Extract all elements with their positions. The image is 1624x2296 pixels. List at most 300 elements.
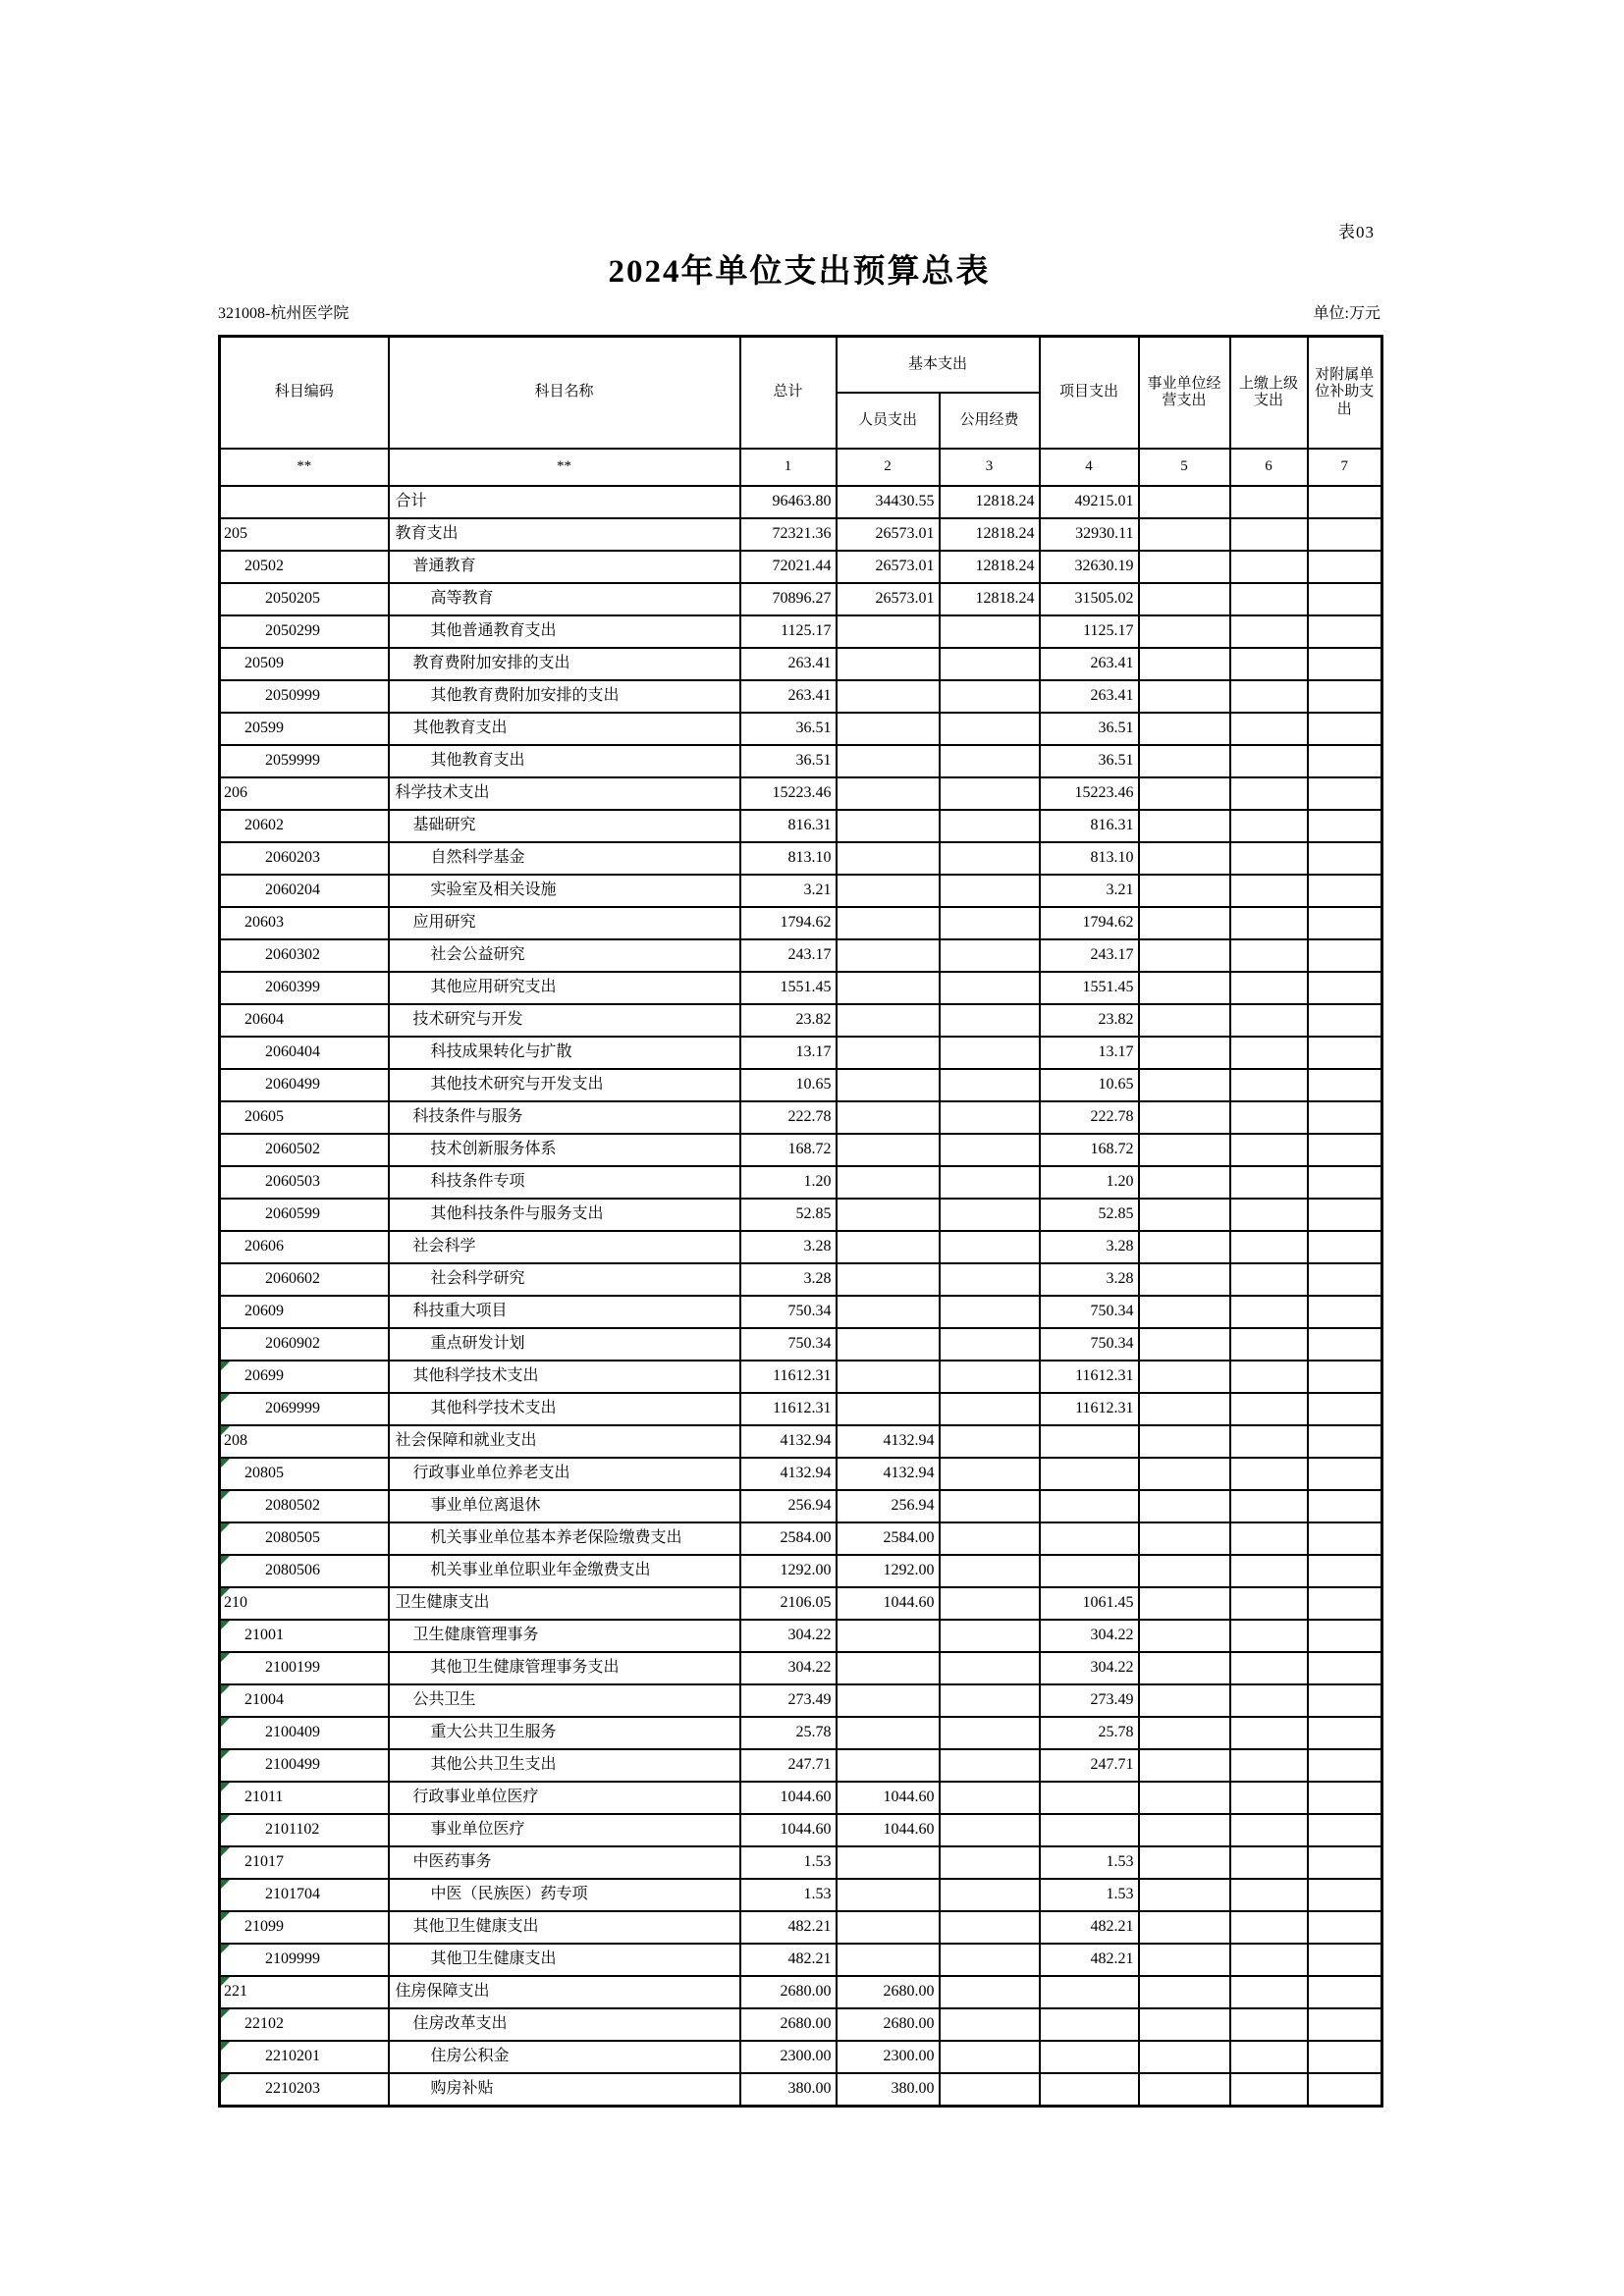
subject-name-cell: 机关事业单位基本养老保险缴费支出 [389,1522,740,1555]
subsidy-expenditure-cell [1308,1814,1382,1846]
table-row [220,1944,1382,1976]
operating-expenditure-cell [1139,875,1230,907]
public-funds-cell [940,1069,1040,1101]
subject-name-cell: 住房保障支出 [389,1976,740,2008]
personnel-expenditure-cell: 1044.60 [837,1587,940,1620]
subsidy-expenditure-cell [1308,907,1382,939]
public-funds-cell [940,1296,1040,1328]
error-flag-triangle-icon [221,1588,230,1597]
operating-expenditure-cell [1139,1101,1230,1134]
error-flag-triangle-icon [221,2009,230,2018]
personnel-expenditure-cell: 26573.01 [837,583,940,615]
subsidy-expenditure-cell [1308,972,1382,1004]
upper-level-expenditure-cell [1230,486,1308,518]
error-flag-triangle-icon [221,1880,230,1889]
error-flag-triangle-icon [221,1912,230,1921]
table-row [220,1328,1382,1361]
subject-code-cell: 221 [220,1976,389,2008]
upper-level-expenditure-cell [1230,2073,1308,2107]
table-row [220,551,1382,583]
subject-name-cell: 行政事业单位养老支出 [389,1458,740,1490]
personnel-expenditure-cell [837,1101,940,1134]
table-row [220,875,1382,907]
subject-code-cell: 2060503 [220,1166,389,1199]
table-row [220,842,1382,875]
project-expenditure-cell: 304.22 [1040,1652,1139,1684]
table-row [220,1846,1382,1879]
index-cell: 3 [940,449,1040,486]
error-flag-triangle-icon [221,1783,230,1791]
personnel-expenditure-cell [837,745,940,777]
total-cell: 36.51 [740,713,837,745]
personnel-expenditure-cell: 1292.00 [837,1555,940,1587]
total-cell: 1794.62 [740,907,837,939]
project-expenditure-cell: 31505.02 [1040,583,1139,615]
project-expenditure-cell: 49215.01 [1040,486,1139,518]
table-row [220,1458,1382,1490]
operating-expenditure-cell [1139,1069,1230,1101]
operating-expenditure-cell [1139,1814,1230,1846]
upper-level-expenditure-cell [1230,680,1308,713]
subject-name-cell: 其他应用研究支出 [389,972,740,1004]
operating-expenditure-cell [1139,1749,1230,1782]
personnel-expenditure-cell: 4132.94 [837,1425,940,1458]
upper-level-expenditure-cell [1230,875,1308,907]
subject-name-cell: 其他教育支出 [389,745,740,777]
public-funds-cell [940,1911,1040,1944]
project-expenditure-cell: 11612.31 [1040,1361,1139,1393]
operating-expenditure-cell [1139,1037,1230,1069]
project-expenditure-cell: 750.34 [1040,1296,1139,1328]
public-funds-cell [940,648,1040,680]
public-funds-cell [940,842,1040,875]
subject-name-cell: 其他科学技术支出 [389,1361,740,1393]
personnel-expenditure-cell [837,680,940,713]
subject-code-cell: 22102 [220,2008,389,2041]
index-cell: 6 [1230,449,1308,486]
subject-code-cell: 20599 [220,713,389,745]
operating-expenditure-cell [1139,486,1230,518]
upper-level-expenditure-cell [1230,1749,1308,1782]
subject-code-cell: 2060203 [220,842,389,875]
subsidy-expenditure-cell [1308,1846,1382,1879]
subsidy-expenditure-cell [1308,1522,1382,1555]
project-expenditure-cell: 3.21 [1040,875,1139,907]
upper-level-expenditure-cell [1230,1166,1308,1199]
upper-level-expenditure-cell [1230,1069,1308,1101]
public-funds-cell: 12818.24 [940,518,1040,551]
operating-expenditure-cell [1139,939,1230,972]
total-cell: 11612.31 [740,1361,837,1393]
table-row [220,583,1382,615]
upper-level-expenditure-cell [1230,2008,1308,2041]
total-cell: 273.49 [740,1684,837,1717]
project-expenditure-cell: 11612.31 [1040,1393,1139,1425]
project-expenditure-cell: 1551.45 [1040,972,1139,1004]
project-expenditure-cell: 52.85 [1040,1199,1139,1231]
header-operating-expenditure: 事业单位经营支出 [1139,337,1230,450]
table-row [220,810,1382,842]
subject-code-cell: 20502 [220,551,389,583]
subsidy-expenditure-cell [1308,2008,1382,2041]
subsidy-expenditure-cell [1308,1134,1382,1166]
subsidy-expenditure-cell [1308,1749,1382,1782]
operating-expenditure-cell [1139,810,1230,842]
subsidy-expenditure-cell [1308,2041,1382,2073]
table-row [220,1684,1382,1717]
subject-name-cell: 卫生健康支出 [389,1587,740,1620]
public-funds-cell [940,939,1040,972]
table-row [220,518,1382,551]
project-expenditure-cell [1040,1458,1139,1490]
index-cell: 5 [1139,449,1230,486]
error-flag-triangle-icon [221,1653,230,1662]
upper-level-expenditure-cell [1230,615,1308,648]
subject-code-cell: 2060902 [220,1328,389,1361]
org-code-label: 321008-杭州医学院 [218,305,350,322]
header-project-expenditure: 项目支出 [1040,337,1139,450]
subject-name-cell: 普通教育 [389,551,740,583]
header-subject-name: 科目名称 [389,337,740,450]
subsidy-expenditure-cell [1308,777,1382,810]
subsidy-expenditure-cell [1308,1296,1382,1328]
operating-expenditure-cell [1139,907,1230,939]
public-funds-cell [940,1749,1040,1782]
upper-level-expenditure-cell [1230,1782,1308,1814]
personnel-expenditure-cell [837,1944,940,1976]
subject-name-cell: 科学技术支出 [389,777,740,810]
personnel-expenditure-cell [837,1004,940,1037]
error-flag-triangle-icon [221,1977,230,1986]
table-row [220,1555,1382,1587]
project-expenditure-cell: 1061.45 [1040,1587,1139,1620]
subsidy-expenditure-cell [1308,1782,1382,1814]
personnel-expenditure-cell: 2680.00 [837,1976,940,2008]
subject-code-cell: 2050299 [220,615,389,648]
error-flag-triangle-icon [221,1459,230,1468]
subject-name-cell: 社会公益研究 [389,939,740,972]
public-funds-cell [940,615,1040,648]
upper-level-expenditure-cell [1230,972,1308,1004]
subsidy-expenditure-cell [1308,1587,1382,1620]
subject-name-cell: 基础研究 [389,810,740,842]
subsidy-expenditure-cell [1308,648,1382,680]
operating-expenditure-cell [1139,1296,1230,1328]
subject-name-cell: 其他技术研究与开发支出 [389,1069,740,1101]
subsidy-expenditure-cell [1308,1328,1382,1361]
table-row [220,777,1382,810]
upper-level-expenditure-cell [1230,1037,1308,1069]
public-funds-cell [940,777,1040,810]
subject-name-cell: 实验室及相关设施 [389,875,740,907]
operating-expenditure-cell [1139,1393,1230,1425]
operating-expenditure-cell [1139,1263,1230,1296]
public-funds-cell [940,680,1040,713]
subject-code-cell: 2060599 [220,1199,389,1231]
operating-expenditure-cell [1139,1490,1230,1522]
total-cell: 2106.05 [740,1587,837,1620]
subject-code-cell: 2101102 [220,1814,389,1846]
personnel-expenditure-cell [837,1166,940,1199]
project-expenditure-cell: 32630.19 [1040,551,1139,583]
subject-name-cell: 科技重大项目 [389,1296,740,1328]
total-cell: 263.41 [740,680,837,713]
upper-level-expenditure-cell [1230,745,1308,777]
subject-code-cell: 205 [220,518,389,551]
subsidy-expenditure-cell [1308,939,1382,972]
subject-name-cell: 技术研究与开发 [389,1004,740,1037]
subject-name-cell: 合计 [389,486,740,518]
table-row [220,713,1382,745]
project-expenditure-cell [1040,2073,1139,2107]
table-row [220,1393,1382,1425]
subsidy-expenditure-cell [1308,713,1382,745]
subject-name-cell: 中医药事务 [389,1846,740,1879]
operating-expenditure-cell [1139,615,1230,648]
total-cell: 256.94 [740,1490,837,1522]
table-row [220,1522,1382,1555]
personnel-expenditure-cell [837,1749,940,1782]
error-flag-triangle-icon [221,2074,230,2083]
total-cell: 23.82 [740,1004,837,1037]
subsidy-expenditure-cell [1308,1717,1382,1749]
error-flag-triangle-icon [221,1718,230,1727]
subject-code-cell: 2050999 [220,680,389,713]
public-funds-cell [940,1490,1040,1522]
operating-expenditure-cell [1139,1944,1230,1976]
project-expenditure-cell: 482.21 [1040,1944,1139,1976]
public-funds-cell [940,713,1040,745]
personnel-expenditure-cell: 34430.55 [837,486,940,518]
total-cell: 3.28 [740,1263,837,1296]
subject-name-cell: 住房改革支出 [389,2008,740,2041]
public-funds-cell [940,1101,1040,1134]
upper-level-expenditure-cell [1230,1717,1308,1749]
total-cell: 380.00 [740,2073,837,2107]
error-flag-triangle-icon [221,1491,230,1500]
table-row [220,1361,1382,1393]
total-cell: 1044.60 [740,1782,837,1814]
total-cell: 70896.27 [740,583,837,615]
table-row [220,1296,1382,1328]
operating-expenditure-cell [1139,1231,1230,1263]
public-funds-cell [940,1587,1040,1620]
public-funds-cell [940,2008,1040,2041]
total-cell: 3.21 [740,875,837,907]
project-expenditure-cell [1040,1490,1139,1522]
subject-code-cell: 2100199 [220,1652,389,1684]
subject-code-cell: 20602 [220,810,389,842]
subject-code-cell: 21099 [220,1911,389,1944]
operating-expenditure-cell [1139,1199,1230,1231]
budget-table [218,335,1383,2108]
subsidy-expenditure-cell [1308,1684,1382,1717]
subject-name-cell: 自然科学基金 [389,842,740,875]
public-funds-cell [940,1037,1040,1069]
subsidy-expenditure-cell [1308,1652,1382,1684]
upper-level-expenditure-cell [1230,1911,1308,1944]
upper-level-expenditure-cell [1230,713,1308,745]
upper-level-expenditure-cell [1230,1652,1308,1684]
index-cell: 2 [837,449,940,486]
subject-code-cell: 210 [220,1587,389,1620]
public-funds-cell [940,1846,1040,1879]
subsidy-expenditure-cell [1308,1879,1382,1911]
subsidy-expenditure-cell [1308,551,1382,583]
upper-level-expenditure-cell [1230,1361,1308,1393]
upper-level-expenditure-cell [1230,518,1308,551]
error-flag-triangle-icon [221,1426,230,1435]
personnel-expenditure-cell [837,1911,940,1944]
table-row [220,1490,1382,1522]
total-cell: 2300.00 [740,2041,837,2073]
operating-expenditure-cell [1139,1652,1230,1684]
operating-expenditure-cell [1139,745,1230,777]
total-cell: 1.53 [740,1879,837,1911]
project-expenditure-cell: 36.51 [1040,745,1139,777]
error-flag-triangle-icon [221,1815,230,1824]
error-flag-triangle-icon [221,1362,230,1370]
personnel-expenditure-cell [837,1652,940,1684]
operating-expenditure-cell [1139,1684,1230,1717]
error-flag-triangle-icon [221,2042,230,2051]
unit-label: 单位:万元 [1313,305,1380,322]
subsidy-expenditure-cell [1308,1555,1382,1587]
personnel-expenditure-cell [837,1684,940,1717]
subsidy-expenditure-cell [1308,583,1382,615]
error-flag-triangle-icon [221,1685,230,1694]
subject-code-cell: 2050205 [220,583,389,615]
operating-expenditure-cell [1139,2008,1230,2041]
subject-name-cell: 其他卫生健康支出 [389,1911,740,1944]
subject-code-cell: 2060404 [220,1037,389,1069]
subject-name-cell: 科技条件专项 [389,1166,740,1199]
index-cell: 4 [1040,449,1139,486]
subject-code-cell: 21001 [220,1620,389,1652]
subsidy-expenditure-cell [1308,1458,1382,1490]
error-flag-triangle-icon [221,1750,230,1759]
personnel-expenditure-cell: 256.94 [837,1490,940,1522]
personnel-expenditure-cell: 2680.00 [837,2008,940,2041]
personnel-expenditure-cell [837,1717,940,1749]
project-expenditure-cell: 23.82 [1040,1004,1139,1037]
project-expenditure-cell: 1794.62 [1040,907,1139,939]
project-expenditure-cell: 1.20 [1040,1166,1139,1199]
upper-level-expenditure-cell [1230,777,1308,810]
subject-name-cell: 社会科学 [389,1231,740,1263]
upper-level-expenditure-cell [1230,2041,1308,2073]
total-cell: 482.21 [740,1911,837,1944]
total-cell: 72321.36 [740,518,837,551]
subsidy-expenditure-cell [1308,615,1382,648]
project-expenditure-cell: 263.41 [1040,648,1139,680]
upper-level-expenditure-cell [1230,1134,1308,1166]
operating-expenditure-cell [1139,1620,1230,1652]
project-expenditure-cell: 304.22 [1040,1620,1139,1652]
public-funds-cell [940,1944,1040,1976]
project-expenditure-cell [1040,1425,1139,1458]
upper-level-expenditure-cell [1230,1555,1308,1587]
personnel-expenditure-cell [837,907,940,939]
subsidy-expenditure-cell [1308,1976,1382,2008]
table-row [220,1425,1382,1458]
subject-code-cell: 2080502 [220,1490,389,1522]
project-expenditure-cell [1040,1976,1139,2008]
subject-name-cell: 购房补贴 [389,2073,740,2107]
index-cell: ** [220,449,389,486]
public-funds-cell [940,875,1040,907]
subject-name-cell: 科技成果转化与扩散 [389,1037,740,1069]
subject-code-cell: 20805 [220,1458,389,1490]
total-cell: 1292.00 [740,1555,837,1587]
public-funds-cell [940,1652,1040,1684]
operating-expenditure-cell [1139,1879,1230,1911]
total-cell: 25.78 [740,1717,837,1749]
personnel-expenditure-cell: 2300.00 [837,2041,940,2073]
public-funds-cell [940,2073,1040,2107]
operating-expenditure-cell [1139,551,1230,583]
operating-expenditure-cell [1139,1587,1230,1620]
table-row [220,1037,1382,1069]
total-cell: 243.17 [740,939,837,972]
personnel-expenditure-cell [837,1296,940,1328]
header-personnel-expenditure: 人员支出 [837,393,940,449]
upper-level-expenditure-cell [1230,1328,1308,1361]
upper-level-expenditure-cell [1230,1944,1308,1976]
header-basic-expenditure: 基本支出 [837,337,1040,394]
personnel-expenditure-cell [837,1879,940,1911]
project-expenditure-cell: 222.78 [1040,1101,1139,1134]
subject-code-cell: 2060399 [220,972,389,1004]
subject-name-cell: 其他教育费附加安排的支出 [389,680,740,713]
upper-level-expenditure-cell [1230,907,1308,939]
project-expenditure-cell: 247.71 [1040,1749,1139,1782]
project-expenditure-cell: 813.10 [1040,842,1139,875]
subject-name-cell: 其他普通教育支出 [389,615,740,648]
subject-name-cell: 其他卫生健康支出 [389,1944,740,1976]
personnel-expenditure-cell [837,1199,940,1231]
table-row [220,1879,1382,1911]
subject-code-cell: 20609 [220,1296,389,1328]
public-funds-cell [940,1782,1040,1814]
total-cell: 2680.00 [740,2008,837,2041]
public-funds-cell [940,1393,1040,1425]
error-flag-triangle-icon [221,1945,230,1953]
total-cell: 816.31 [740,810,837,842]
operating-expenditure-cell [1139,1134,1230,1166]
subject-name-cell: 社会科学研究 [389,1263,740,1296]
table-row [220,1004,1382,1037]
operating-expenditure-cell [1139,1328,1230,1361]
project-expenditure-cell [1040,2041,1139,2073]
project-expenditure-cell: 263.41 [1040,680,1139,713]
subject-code-cell: 20699 [220,1361,389,1393]
project-expenditure-cell [1040,1782,1139,1814]
index-cell: 1 [740,449,837,486]
subject-name-cell: 其他公共卫生支出 [389,1749,740,1782]
public-funds-cell [940,1166,1040,1199]
personnel-expenditure-cell [837,1846,940,1879]
subsidy-expenditure-cell [1308,1620,1382,1652]
subsidy-expenditure-cell [1308,842,1382,875]
subject-name-cell: 公共卫生 [389,1684,740,1717]
subsidy-expenditure-cell [1308,810,1382,842]
operating-expenditure-cell [1139,680,1230,713]
subject-name-cell: 其他科学技术支出 [389,1393,740,1425]
subject-code-cell: 20509 [220,648,389,680]
subject-name-cell: 其他教育支出 [389,713,740,745]
total-cell: 304.22 [740,1620,837,1652]
